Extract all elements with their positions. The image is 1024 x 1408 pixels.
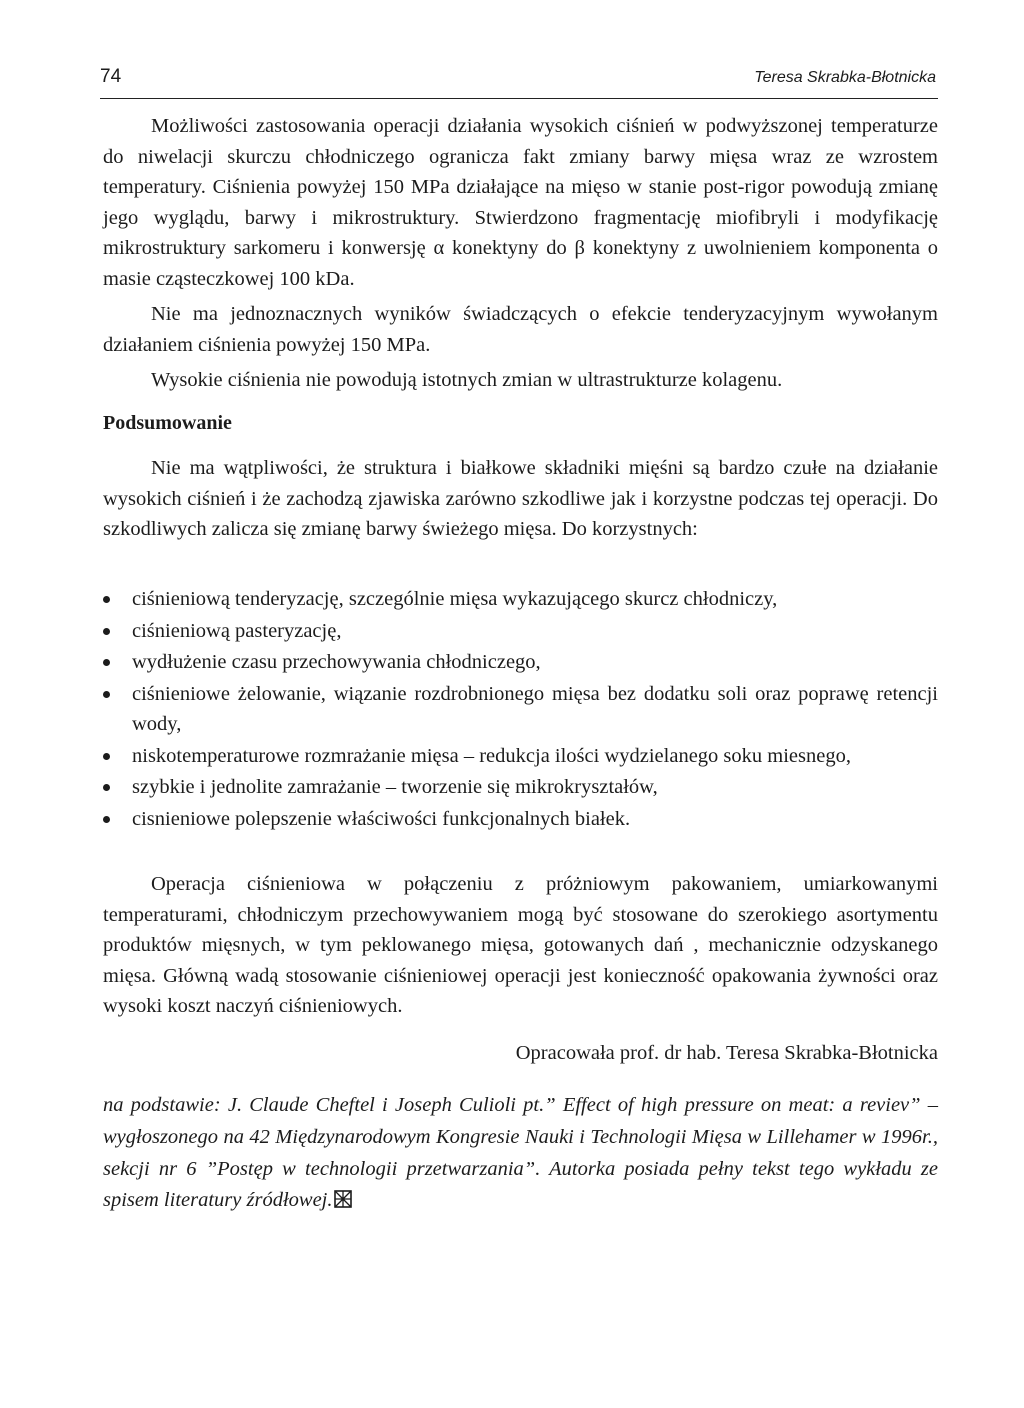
bullet-icon [103, 816, 110, 823]
paragraph-tenderization [103, 299, 938, 360]
list-item-text: ciśnieniowe żelowanie, wiązanie rozdrobnionego mięsa bez dodatku soli oraz poprawę retencji wody, [132, 682, 938, 736]
list-item-text: cisnieniowe polepszenie właściwości funkcjonalnych białek. [132, 807, 631, 830]
bullet-icon [103, 784, 110, 791]
paragraph-applications [103, 869, 938, 1022]
paragraph-summary [103, 453, 938, 545]
bullet-icon [103, 596, 110, 603]
list-item-text: ciśnieniową tenderyzację, szczególnie mięsa wykazującego skurcz chłodniczy, [132, 588, 778, 610]
benefits-list [103, 584, 938, 835]
paragraph-text: Wysokie ciśnienia nie powodują istotnych zmian w ultrastrukturze kolagenu. [151, 369, 783, 391]
section-heading: Podsumowanie [103, 412, 232, 434]
bullet-icon [103, 659, 110, 666]
author-signature: Opracowała prof. dr hab. Teresa Skrabka-Błotnicka [515, 1042, 938, 1064]
bullet-icon [103, 691, 110, 698]
bullet-icon [103, 628, 110, 635]
paragraph-collagen [103, 365, 938, 396]
source-note [103, 1090, 938, 1217]
list-item-text: ciśnieniową pasteryzację, [132, 619, 342, 642]
paragraph-high-temperature [103, 111, 938, 294]
paragraph-text: Operacja ciśnieniowa w połączeniu z próżniowym pakowaniem, umiarkowanymi temperaturami, chłodniczym przechowywaniem mogą być stosowane do szerokiego asortymentu produktów mięsnych, w tym peklowanego mięsa, gotowanych dań , mechanicznie odzyskanego mięsa. Główną wadą stosowanie ciśnieniowej operacji jest konieczność opakowania żywności oraz wysoki koszt naczyń ciśnieniowych. [103, 873, 938, 1018]
list-item [103, 679, 938, 740]
list-item [103, 616, 938, 647]
running-head-author: Teresa Skrabka-Błotnicka [754, 69, 936, 86]
bullet-icon [103, 753, 110, 760]
paragraph-text: Nie ma jednoznacznych wyników świadczących o efekcie tenderyzacyjnym wywołanym działaniem ciśnienia powyżej 150 MPa. [103, 303, 938, 356]
paragraph-text: Możliwości zastosowania operacji działania wysokich ciśnień w podwyższonej temperaturze do niwelacji skurczu chłodniczego ogranicza fakt zmiany barwy mięsa wraz ze wzrostem temperatury. Ciśnienia powyżej 150 MPa działające na mięso w stanie post-rigor powodują zmianę jego wyglądu, barwy i mikrostruktury. Stwierdzono fragmentację miofibryli i modyfikację mikrostruktury sarkomeru i konwersję α konektyny do β konektyny z uwolnieniem komponenta o masie cząsteczkowej 100 kDa. [103, 115, 938, 290]
list-item-text: wydłużenie czasu przechowywania chłodniczego, [132, 651, 541, 674]
list-item [103, 647, 938, 678]
page-header [100, 64, 938, 99]
page-number: 74 [100, 66, 122, 87]
list-item [103, 804, 938, 835]
paragraph-text: Nie ma wątpliwości, że struktura i białkowe składniki mięśni są bardzo czułe na działanie wysokich ciśnień i że zachodzą zjawiska zarówno szkodliwe jak i korzystne podczas tej operacji. Do szkodliwych zalicza się zmianę barwy świeżego mięsa. Do korzystnych: [103, 457, 938, 541]
source-note-text: na podstawie: J. Claude Cheftel i Joseph Culioli pt.” Effect of high pressure on meat: a reviev” – wygłoszonego na 42 Międzynarodowym Kongresie Nauki i Technologii Mięsa w Lillehamer w 1996r., sekcji nr 6 ”Postęp w technologii przetwarzania”. Autorka posiada pełny tekst tego wykładu ze spisem literatury źródłowej. [103, 1094, 938, 1212]
list-item [103, 584, 938, 615]
list-item [103, 741, 938, 772]
list-item-text: szybkie i jednolite zamrażanie – tworzenie się mikrokryształów, [132, 776, 658, 799]
list-item-text: niskotemperaturowe rozmrażanie mięsa – redukcja ilości wydzielanego soku miesnego, [132, 744, 851, 767]
list-item [103, 772, 938, 803]
end-of-article-icon [334, 1190, 352, 1208]
